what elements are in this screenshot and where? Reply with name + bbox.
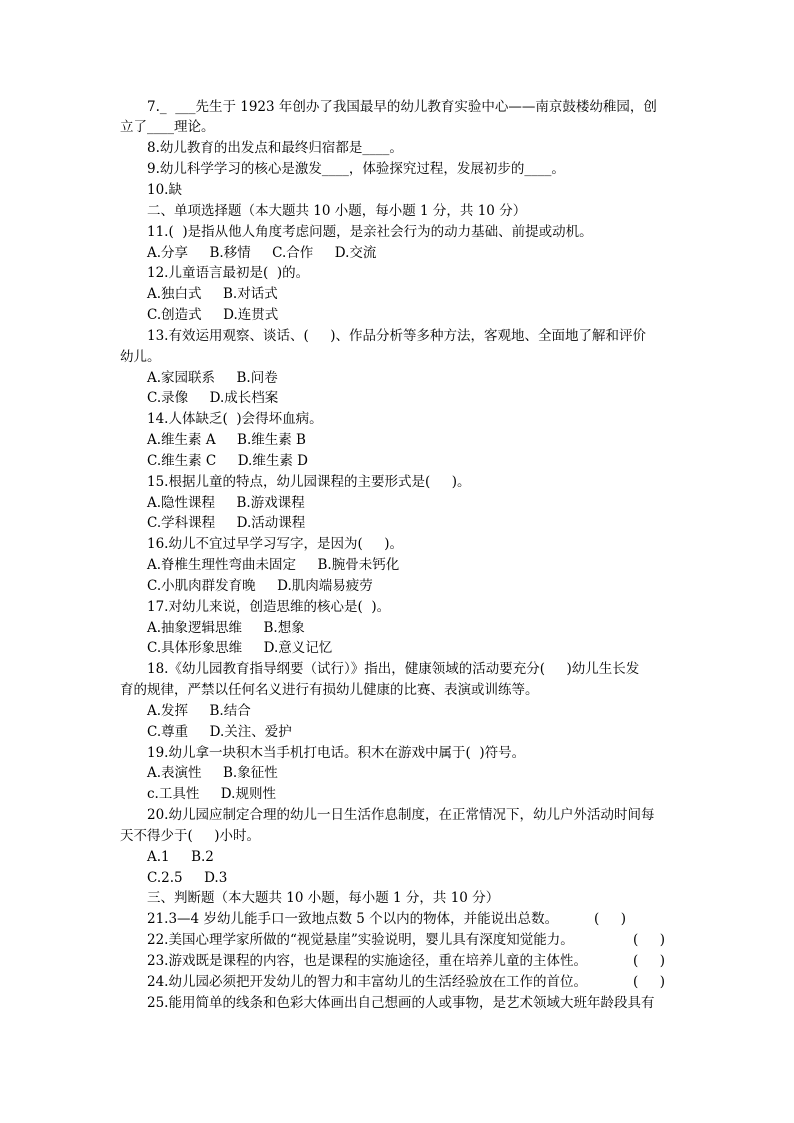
question-18-options-cd: C.尊重 D.关注、爱护 [147, 724, 292, 740]
question-12-options-ab: A.独白式 B.对话式 [147, 286, 278, 302]
question-23-text: 23.游戏既是课程的内容，也是课程的实施途径，重在培养儿童的主体性。 [147, 953, 587, 969]
question-17-stem: 17.对幼儿来说，创造思维的核心是( )。 [147, 599, 391, 615]
question-20-stem-line-2: 天不得少于( )小时。 [120, 828, 260, 844]
question-12-options-cd: C.创造式 D.连贯式 [147, 307, 279, 323]
question-14-options-ab: A.维生素 A B.维生素 B [147, 432, 306, 448]
question-8: 8.幼儿教育的出发点和最终归宿都是____。 [147, 140, 403, 156]
question-15-options-cd: C.学科课程 D.活动课程 [147, 515, 306, 531]
question-20-options-cd: C.2.5 D.3 [147, 870, 228, 886]
question-24-answer-paren: ( ) [633, 974, 665, 990]
question-24-text: 24.幼儿园必须把开发幼儿的智力和丰富幼儿的生活经验放在工作的首位。 [147, 974, 587, 990]
question-20-stem-line-1: 20.幼儿园应制定合理的幼儿一日生活作息制度，在正常情况下，幼儿户外活动时间每 [147, 807, 655, 823]
question-16-stem: 16.幼儿不宜过早学习写字，是因为( )。 [147, 536, 403, 552]
question-13-stem-line-2: 幼儿。 [120, 349, 161, 365]
question-12-stem: 12.儿童语言最初是( )的。 [147, 265, 310, 281]
question-19-options-ab: A.表演性 B.象征性 [147, 765, 278, 781]
question-9: 9.幼儿科学学习的核心是激发____，体验探究过程，发展初步的____。 [147, 161, 565, 177]
question-18-options-ab: A.发挥 B.结合 [147, 703, 251, 719]
question-17-options-ab: A.抽象逻辑思维 B.想象 [147, 620, 305, 636]
question-11-options: A.分享 B.移情 C.合作 D.交流 [147, 245, 377, 261]
section-3-title: 三、判断题（本大题共 10 小题，每小题 1 分，共 10 分） [147, 890, 500, 906]
question-13-stem-line-1: 13.有效运用观察、谈话、( )、作品分析等多种方法，客观地、全面地了解和评价 [147, 328, 646, 344]
question-15-stem: 15.根据儿童的特点，幼儿园课程的主要形式是( )。 [147, 474, 471, 490]
question-19-options-cd: c.工具性 D.规则性 [147, 786, 276, 802]
question-23-answer-paren: ( ) [633, 953, 665, 969]
question-7-line-2: 立了____理论。 [120, 119, 215, 135]
question-13-options-ab: A.家园联系 B.问卷 [147, 370, 278, 386]
question-15-options-ab: A.隐性课程 B.游戏课程 [147, 495, 305, 511]
question-16-options-ab: A.脊椎生理性弯曲未固定 B.腕骨未钙化 [147, 557, 400, 573]
question-7-line-1: 7._ ___先生于 1923 年创办了我国最早的幼儿教育实验中心——南京鼓楼幼稚园，创 [147, 99, 657, 115]
question-13-options-cd: C.录像 D.成长档案 [147, 390, 279, 406]
question-17-options-cd: C.具体形象思维 D.意义记忆 [147, 640, 333, 656]
question-11-stem: 11.( )是指从他人角度考虑问题，是亲社会行为的动力基础、前提或动机。 [147, 224, 593, 240]
question-22-answer-paren: ( ) [633, 932, 665, 948]
question-16-options-cd: C.小肌肉群发育晚 D.肌肉端易疲劳 [147, 578, 373, 594]
question-21-text: 21.3—4 岁幼儿能手口一致地点数 5 个以内的物体，并能说出总数。 [147, 911, 559, 927]
question-18-stem-line-1: 18.《幼儿园教育指导纲要（试行）》指出，健康领域的活动要充分( )幼儿生长发 [147, 661, 640, 677]
question-19-stem: 19.幼儿拿一块积木当手机打电话。积木在游戏中属于( )符号。 [147, 745, 526, 761]
question-10: 10.缺 [147, 182, 182, 198]
question-21-answer-paren: ( ) [594, 911, 626, 927]
question-22-text: 22.美国心理学家所做的“视觉悬崖”实验说明，婴儿具有深度知觉能力。 [147, 932, 574, 948]
question-14-options-cd: C.维生素 C D.维生素 D [147, 453, 308, 469]
question-25-text: 25.能用简单的线条和色彩大体画出自己想画的人或事物，是艺术领域大班年龄段具有 [147, 995, 655, 1011]
question-14-stem: 14.人体缺乏( )会得坏血病。 [147, 411, 323, 427]
section-2-title: 二、单项选择题（本大题共 10 小题，每小题 1 分，共 10 分） [147, 203, 527, 219]
question-20-options-ab: A.1 B.2 [147, 849, 214, 865]
question-18-stem-line-2: 育的规律，严禁以任何名义进行有损幼儿健康的比赛、表演或训练等。 [120, 682, 539, 698]
